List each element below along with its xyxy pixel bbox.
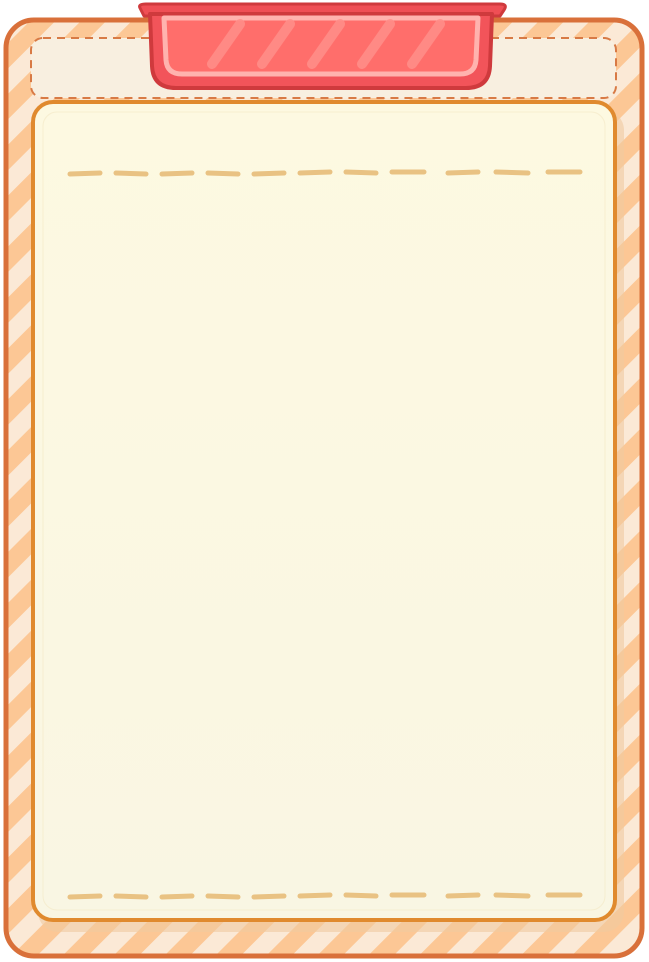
paper-sheet [33,102,615,920]
top-dashed-line [70,172,580,174]
clip-icon [140,4,506,88]
bottom-dashed-line [70,895,580,897]
